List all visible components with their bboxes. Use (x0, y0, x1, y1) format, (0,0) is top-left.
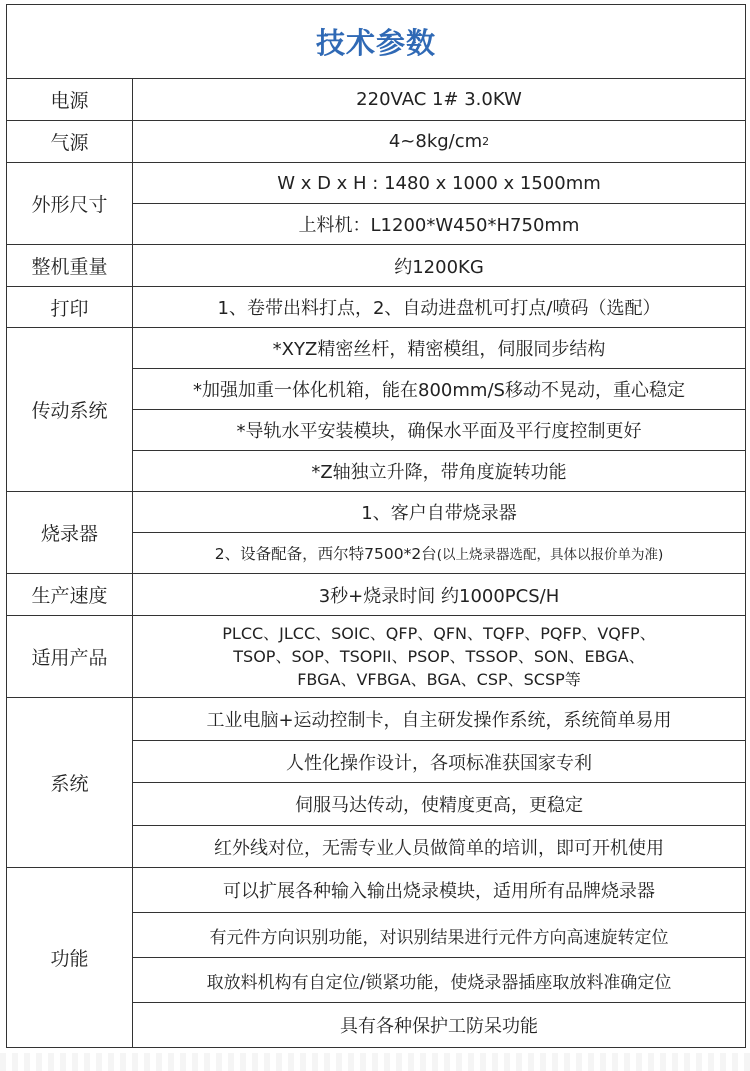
row-label-weight: 整机重量 (7, 245, 133, 286)
row-values-weight (133, 245, 745, 286)
print-value: 1、卷带出料打点，2、自动进盘机可打点/喷码（选配） (217, 298, 661, 319)
system-item-2: 人性化操作设计，各项标准获国家专利 (133, 741, 745, 783)
speed-value: 3秒+烧录时间 约1000PCS/H (318, 585, 560, 607)
table-title: 技术参数 (7, 5, 745, 79)
products-list (133, 616, 745, 697)
spec-table (6, 4, 746, 1048)
row-values-air (133, 121, 745, 162)
drive-item-3: *导轨水平安装模块，确保水平面及平行度控制更好 (133, 410, 745, 451)
row-values-system (133, 698, 745, 867)
air-value-superscript: 2 (482, 135, 490, 148)
burner-item-1: 1、客户自带烧录器 (133, 492, 745, 533)
weight-value: 约1200KG (394, 256, 484, 278)
system-item-1: 工业电脑+运动控制卡，自主研发操作系统，系统简单易用 (133, 698, 745, 741)
burner-item-2-note: (以上烧录器选配，具体以报价单为准) (436, 547, 664, 563)
system-item-3: 伺服马达传动，使精度更高，更稳定 (133, 783, 745, 826)
drive-item-1: *XYZ精密丝杆，精密模组，伺服同步结构 (133, 328, 745, 369)
function-item-4: 具有各种保护工防呆功能 (340, 1016, 538, 1037)
drive-item-4: *Z轴独立升降，带角度旋转功能 (311, 462, 567, 483)
row-label-size: 外形尺寸 (7, 163, 133, 244)
products-line-2: TSOP、SOP、TSOPII、PSOP、TSSOP、SON、EBGA、 (233, 647, 645, 666)
row-products (7, 616, 745, 698)
row-label-burner: 烧录器 (7, 492, 133, 573)
row-function (7, 868, 745, 1047)
row-label-system: 系统 (7, 698, 133, 867)
row-values-speed (133, 574, 745, 615)
row-values-power (133, 79, 745, 120)
row-speed (7, 574, 745, 616)
row-values-products (133, 616, 745, 697)
burner-item-2 (133, 533, 745, 573)
row-label-print: 打印 (7, 287, 133, 327)
row-label-air: 气源 (7, 121, 133, 162)
drive-item-2: *加强加重一体化机箱，能在800mm/S移动不晃动，重心稳定 (133, 369, 745, 410)
row-weight (7, 245, 745, 287)
products-line-1: PLCC、JLCC、SOIC、QFP、QFN、TQFP、PQFP、VQFP、 (222, 624, 656, 643)
air-value-cell (133, 121, 745, 162)
row-burner (7, 492, 745, 574)
row-label-function: 功能 (7, 868, 133, 1047)
row-system (7, 698, 745, 868)
size-value-loader: 上料机：L1200*W450*H750mm (298, 215, 580, 236)
power-value: 220VAC 1# 3.0KW (356, 89, 522, 110)
row-label-speed: 生产速度 (7, 574, 133, 615)
bottom-decorative-strip (0, 1053, 750, 1071)
size-value-machine: W x D x H : 1480 x 1000 x 1500mm (133, 163, 745, 204)
row-values-function (133, 868, 745, 1047)
function-item-3: 取放料机构有自定位/锁紧功能，使烧录器插座取放料准确定位 (133, 958, 745, 1003)
row-size (7, 163, 745, 245)
system-item-4: 红外线对位，无需专业人员做简单的培训，即可开机使用 (214, 837, 664, 859)
row-print (7, 287, 745, 328)
burner-item-2-main: 2、设备配备，西尔特7500*2台 (214, 545, 437, 563)
row-power (7, 79, 745, 121)
row-values-print (133, 287, 745, 327)
air-value: 4~8kg/cm (388, 131, 483, 152)
products-line-3: FBGA、VFBGA、BGA、CSP、SCSP等 (297, 670, 581, 689)
row-drive (7, 328, 745, 492)
function-item-2: 有元件方向识别功能，对识别结果进行元件方向高速旋转定位 (133, 913, 745, 958)
function-item-1: 可以扩展各种输入输出烧录模块，适用所有品牌烧录器 (133, 868, 745, 913)
row-values-drive (133, 328, 745, 491)
row-label-drive: 传动系统 (7, 328, 133, 491)
row-label-power: 电源 (7, 79, 133, 120)
row-values-size (133, 163, 745, 244)
row-label-products: 适用产品 (7, 616, 133, 697)
row-air (7, 121, 745, 163)
row-values-burner (133, 492, 745, 573)
